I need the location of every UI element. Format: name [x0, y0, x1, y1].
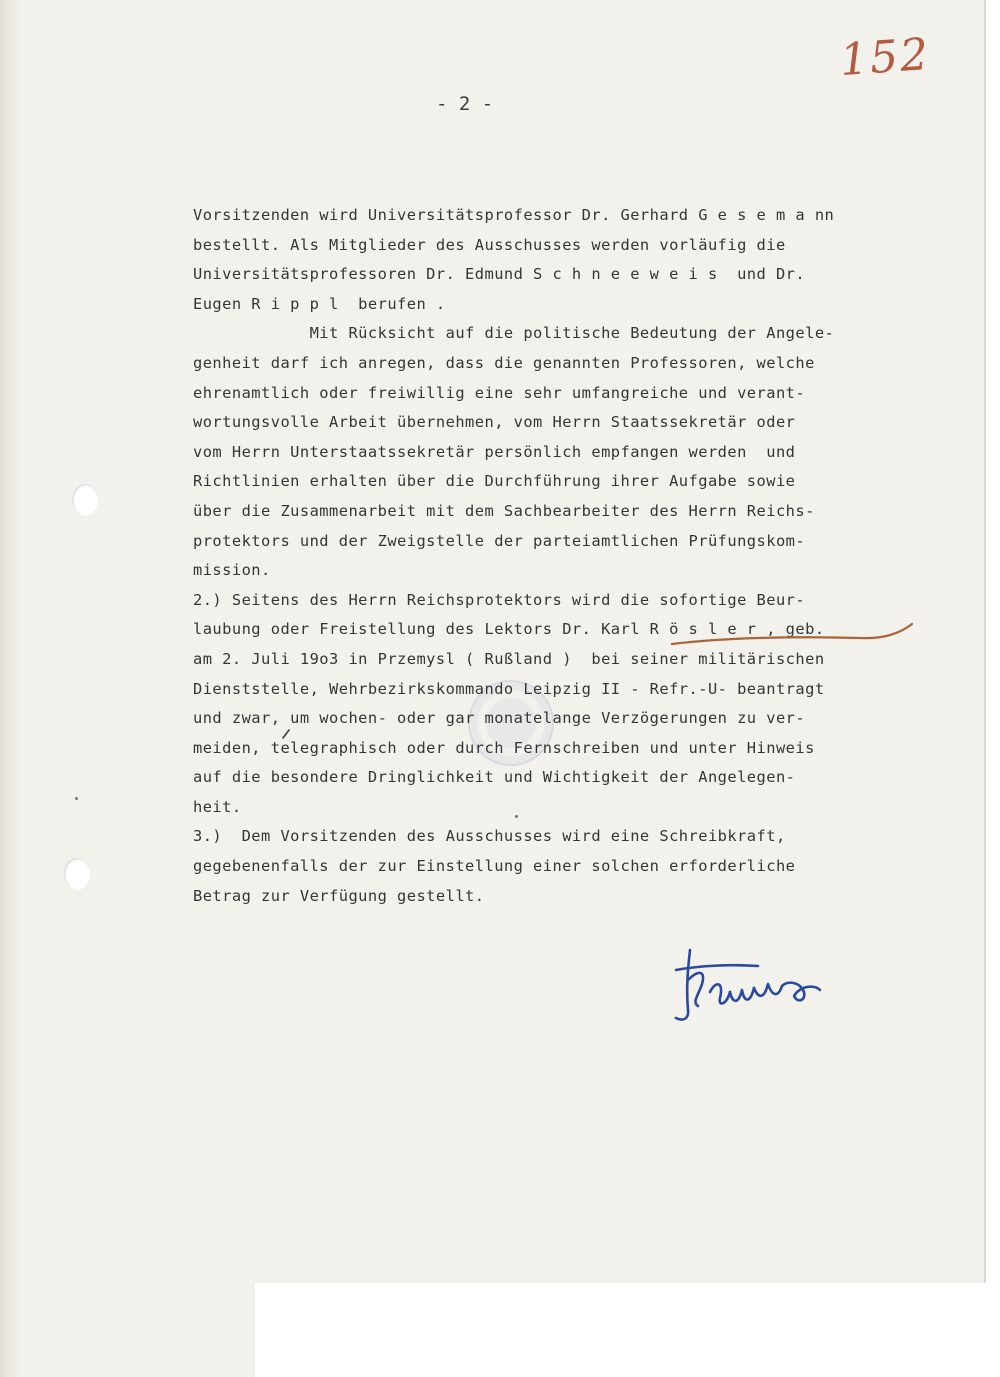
body-line: bestellt. Als Mitglieder des Ausschusses werden vorläufig die	[193, 235, 786, 254]
margin-mark	[75, 797, 78, 800]
body-line: auf die besondere Dringlichkeit und Wichtigkeit der Angelegen-	[193, 768, 796, 787]
body-line: meiden, telegraphisch oder durch Fernschreiben und unter Hinweis	[193, 738, 815, 757]
body-line: heit.	[193, 797, 242, 816]
body-line: ehrenamtlich oder freiwillig eine sehr umfangreiche und verant-	[193, 383, 806, 402]
body-line: Dienststelle, Wehrbezirkskommando Leipzig II - Refr.-U- beantragt	[193, 679, 825, 698]
body-line: Richtlinien erhalten über die Durchführung ihrer Aufgabe sowie	[193, 472, 796, 491]
scan-background-right	[986, 0, 1000, 1377]
body-line: Eugen R i p p l berufen .	[193, 294, 446, 313]
paper-left-fold	[0, 0, 22, 1377]
body-line: laubung oder Freistellung des Lektors Dr. Karl R ö s l e r , geb.	[193, 620, 825, 639]
punch-hole-bottom	[64, 858, 90, 890]
body-line: Betrag zur Verfügung gestellt.	[193, 886, 485, 905]
body-line: über die Zusammenarbeit mit dem Sachbearbeiter des Herrn Reichs-	[193, 501, 815, 520]
letter-body	[193, 201, 993, 911]
body-line: 3.) Dem Vorsitzenden des Ausschusses wird eine Schreibkraft,	[193, 827, 786, 846]
body-line: mission.	[193, 561, 271, 580]
body-line: protektors und der Zweigstelle der parteiamtlichen Prüfungskom-	[193, 531, 806, 550]
body-line: genheit darf ich anregen, dass die genannten Professoren, welche	[193, 353, 815, 372]
page-number: - 2 -	[436, 93, 494, 115]
punch-hole-top	[72, 484, 98, 516]
body-line: Universitätsprofessoren Dr. Edmund S c h n e e w e i s und Dr.	[193, 265, 806, 284]
scan-background-bottom	[255, 1283, 1000, 1377]
body-line: wortungsvolle Arbeit übernehmen, vom Herrn Staatssekretär oder	[193, 413, 796, 432]
body-line: und zwar, um wochen- oder gar monatelange Verzögerungen zu ver-	[193, 709, 806, 728]
body-line: am 2. Juli 19o3 in Przemysl ( Rußland ) bei seiner militärischen	[193, 649, 825, 668]
body-line: Mit Rücksicht auf die politische Bedeutung der Angele-	[193, 324, 835, 343]
handwritten-folio-number: 152	[838, 28, 932, 87]
body-line: Vorsitzenden wird Universitätsprofessor Dr. Gerhard G e s e m a nn	[193, 206, 835, 224]
body-line: 2.) Seitens des Herrn Reichsprotektors wird die sofortige Beur-	[193, 590, 806, 609]
body-line: gegebenenfalls der zur Einstellung einer solchen erforderliche	[193, 857, 796, 876]
body-line: vom Herrn Unterstaatssekretär persönlich empfangen werden und	[193, 442, 796, 461]
handwritten-signature	[668, 940, 838, 1030]
